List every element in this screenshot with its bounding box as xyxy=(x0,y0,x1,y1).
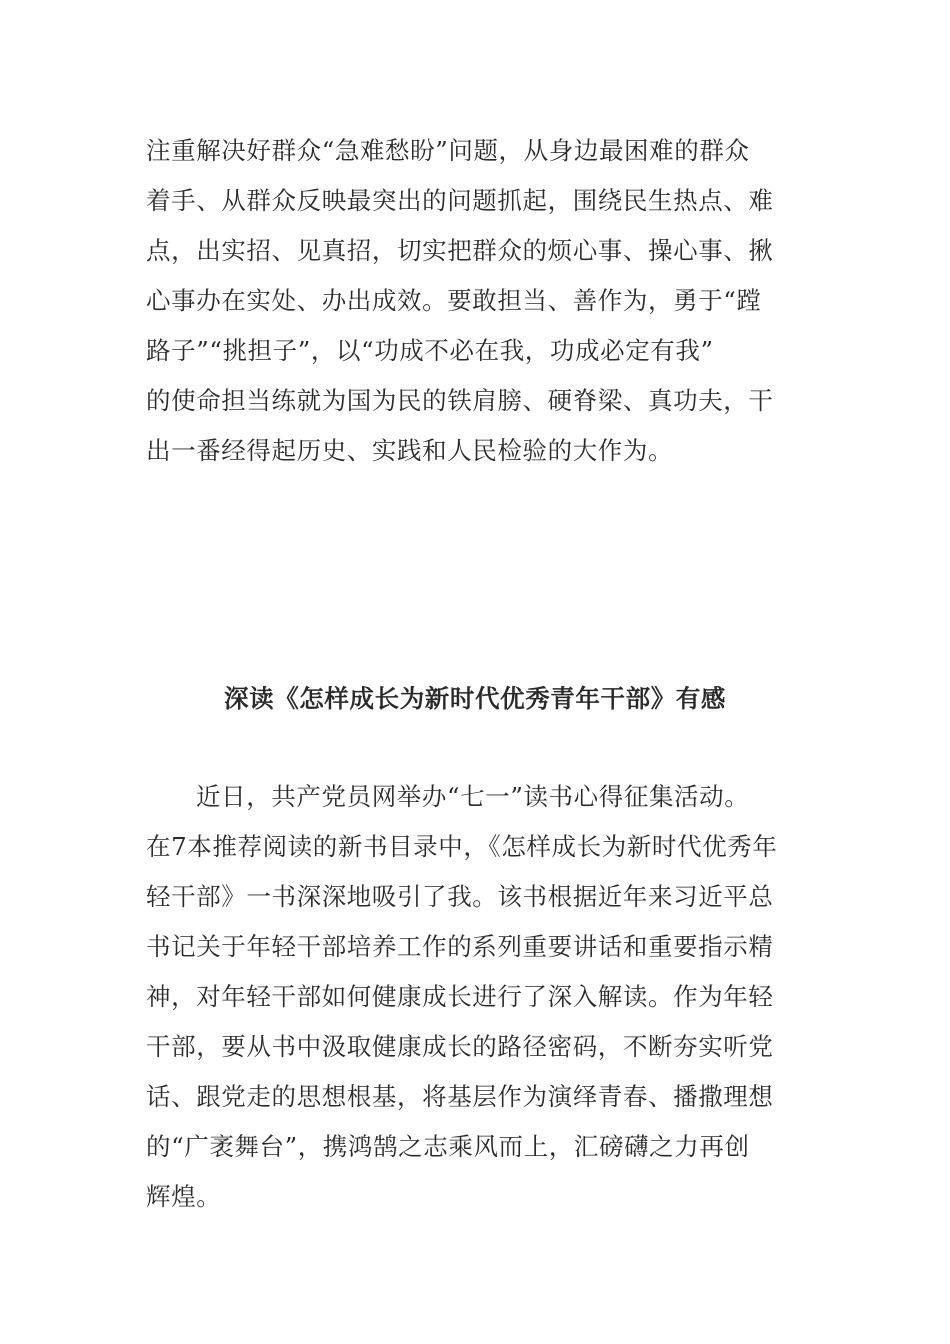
article-line: 神，对年轻干部如何健康成长进行了深入解读。作为年轻 xyxy=(146,982,774,1011)
paragraph-line: 点，出实招、见真招，切实把群众的烦心事、操心事、揪 xyxy=(146,236,774,265)
article-line: 轻干部》一书深深地吸引了我。该书根据近年来习近平总 xyxy=(146,882,774,911)
paragraph-line: 心事办在实处、办出成效。要敢担当、善作为，勇于“蹚 xyxy=(146,286,762,315)
article-line: 书记关于年轻干部培养工作的系列重要讲话和重要指示精 xyxy=(146,932,774,961)
article-title: 深读《怎样成长为新时代优秀青年干部》有感 xyxy=(224,684,726,713)
article-line: 的“广袤舞台”，携鸿鹄之志乘风而上，汇磅礴之力再创 xyxy=(146,1132,750,1161)
paragraph-line: 的使命担当练就为国为民的铁肩膀、硬脊梁、真功夫，干 xyxy=(146,386,774,415)
article-line: 干部，要从书中汲取健康成长的路径密码，不断夯实听党 xyxy=(146,1032,774,1061)
article-line: 话、跟党走的思想根基，将基层作为演绎青春、播撒理想 xyxy=(146,1082,774,1111)
article-line: 在7本推荐阅读的新书目录中，《怎样成长为新时代优秀年 xyxy=(146,832,778,861)
paragraph-line: 出一番经得起历史、实践和人民检验的大作为。 xyxy=(146,436,674,465)
paragraph-line: 注重解决好群众“急难愁盼”问题，从身边最困难的群众 xyxy=(146,136,750,165)
paragraph-line: 着手、从群众反映最突出的问题抓起，围绕民生热点、难 xyxy=(146,186,774,215)
article-line: 辉煌。 xyxy=(146,1182,222,1211)
article-line: 近日，共产党员网举办“七一”读书心得征集活动。 xyxy=(196,782,750,811)
paragraph-line: 路子”“挑担子”，以“功成不必在我，功成必定有我” xyxy=(146,336,714,365)
